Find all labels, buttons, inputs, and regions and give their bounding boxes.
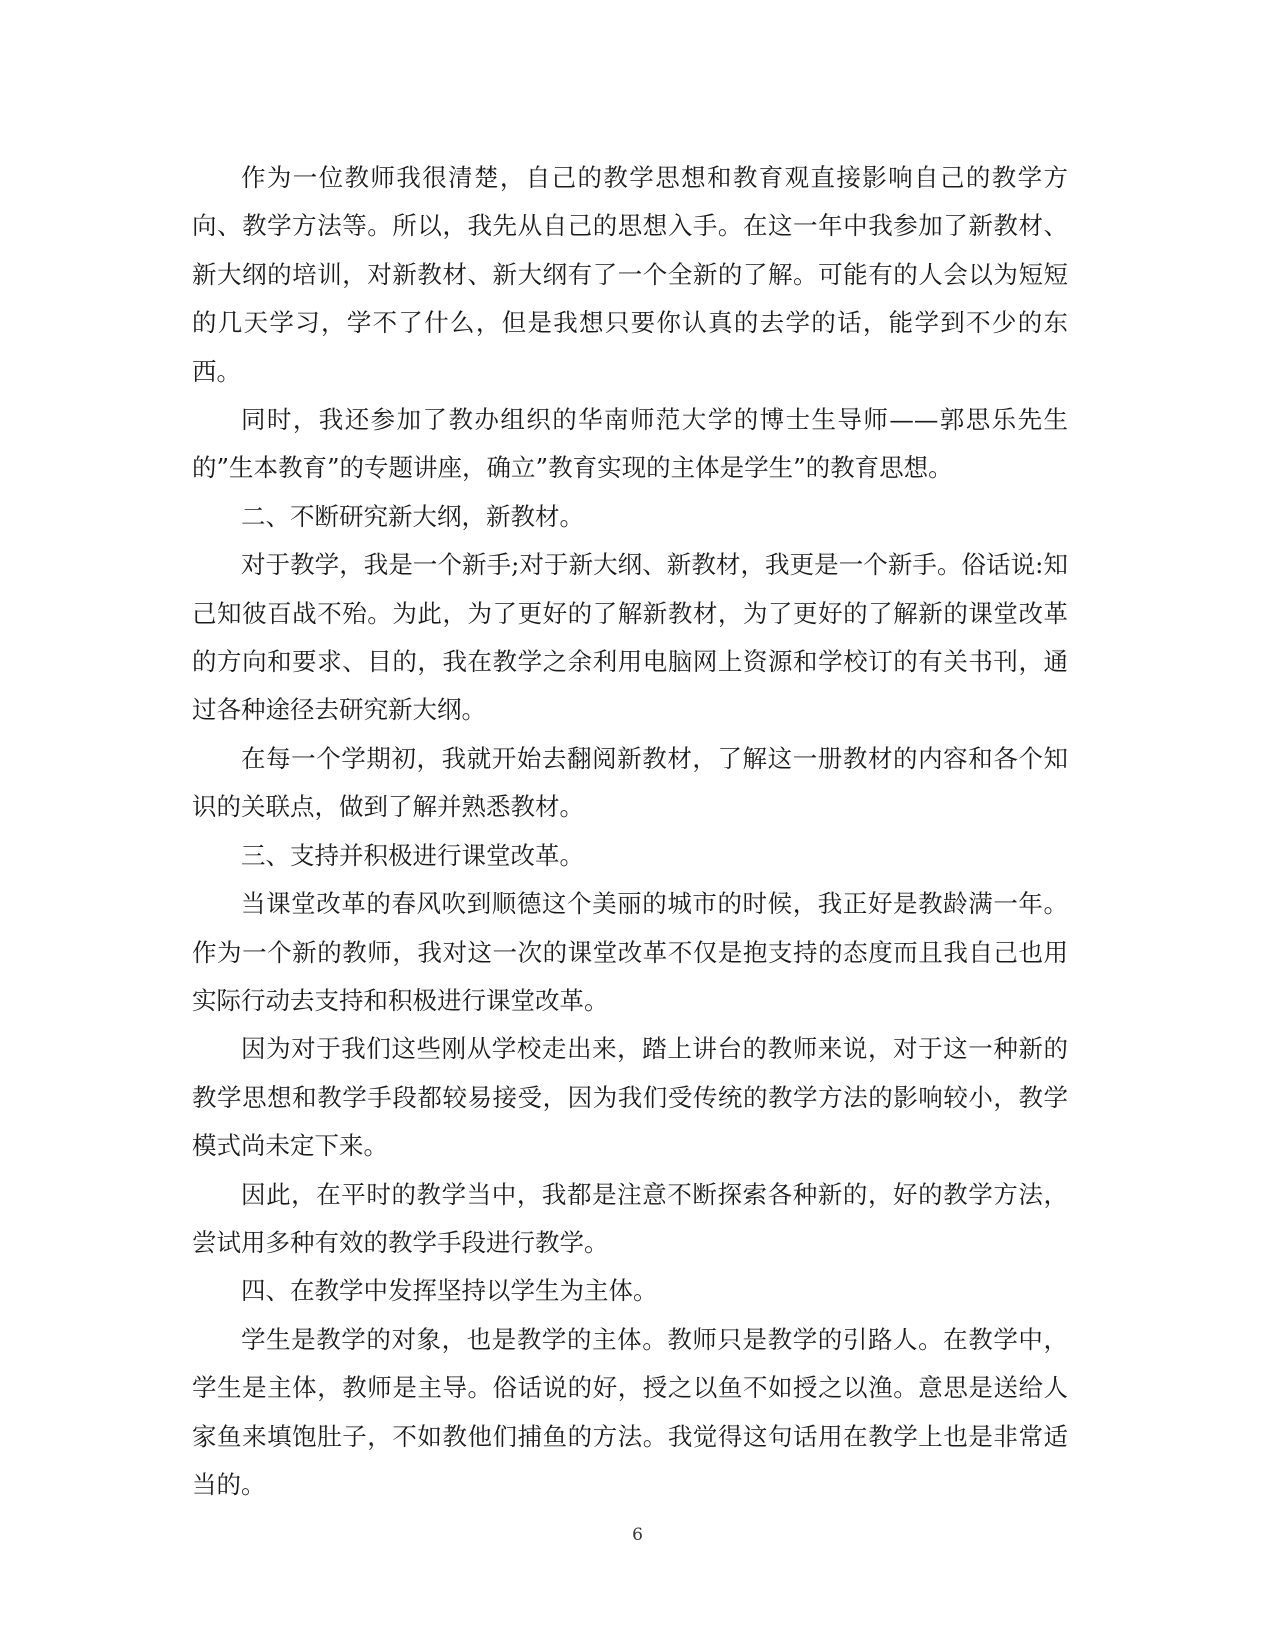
section-heading-3: 三、支持并积极进行课堂改革。 (241, 840, 584, 870)
page-number: 6 (632, 1525, 643, 1545)
paragraph-7: 因此，在平时的教学当中，我都是注意不断探索各种新的，好的教学方法，尝试用多种有效的教学手段进行教学。 (192, 1179, 1068, 1257)
section-heading-2: 二、不断研究新大纲，新教材。 (241, 501, 584, 531)
paragraph-4: 在每一个学期初，我就开始去翻阅新教材，了解这一册教材的内容和各个知识的关联点，做到了解并熟悉教材。 (192, 743, 1068, 822)
paragraph-2: 同时，我还参加了教办组织的华南师范大学的博士生导师——郭思乐先生的”生本教育”的专题讲座，确立”教育实现的主体是学生”的教育思想。 (192, 405, 1068, 483)
body-text (192, 154, 1068, 1509)
paragraph-8: 学生是教学的对象，也是教学的主体。教师只是教学的引路人。在教学中，学生是主体，教师是主导。俗话说的好，授之以鱼不如授之以渔。意思是送给人家鱼来填饱肚子，不如教他们捕鱼的方法。我觉得这句话用在教学上也是非常适当的。 (192, 1324, 1068, 1499)
paragraph-5: 当课堂改革的春风吹到顺德这个美丽的城市的时候，我正好是教龄满一年。作为一个新的教师，我对这一次的课堂改革不仅是抱支持的态度而且我自己也用实际行动去支持和积极进行课堂改革。 (192, 889, 1068, 1015)
paragraph-1: 作为一位教师我很清楚，自己的教学思想和教育观直接影响自己的教学方向、教学方法等。所以，我先从自己的思想入手。在这一年中我参加了新教材、新大纲的培训，对新教材、新大纲有了一个全新的了解。可能有的人会以为短短的几天学习，学不了什么，但是我想只要你认真的去学的话，能学到不少的东西。 (192, 163, 1068, 386)
paragraph-6: 因为对于我们这些刚从学校走出来，踏上讲台的教师来说，对于这一种新的教学思想和教学手段都较易接受，因为我们受传统的教学方法的影响较小，教学模式尚未定下来。 (192, 1034, 1068, 1161)
paragraph-3: 对于教学，我是一个新手;对于新大纲、新教材，我更是一个新手。俗话说:知己知彼百战不殆。为此，为了更好的了解新教材，为了更好的了解新的课堂改革的方向和要求、目的，我在教学之余利用电脑网上资源和学校订的有关书刊，通过各种途径去研究新大纲。 (192, 550, 1068, 725)
section-heading-4: 四、在教学中发挥坚持以学生为主体。 (241, 1276, 658, 1306)
